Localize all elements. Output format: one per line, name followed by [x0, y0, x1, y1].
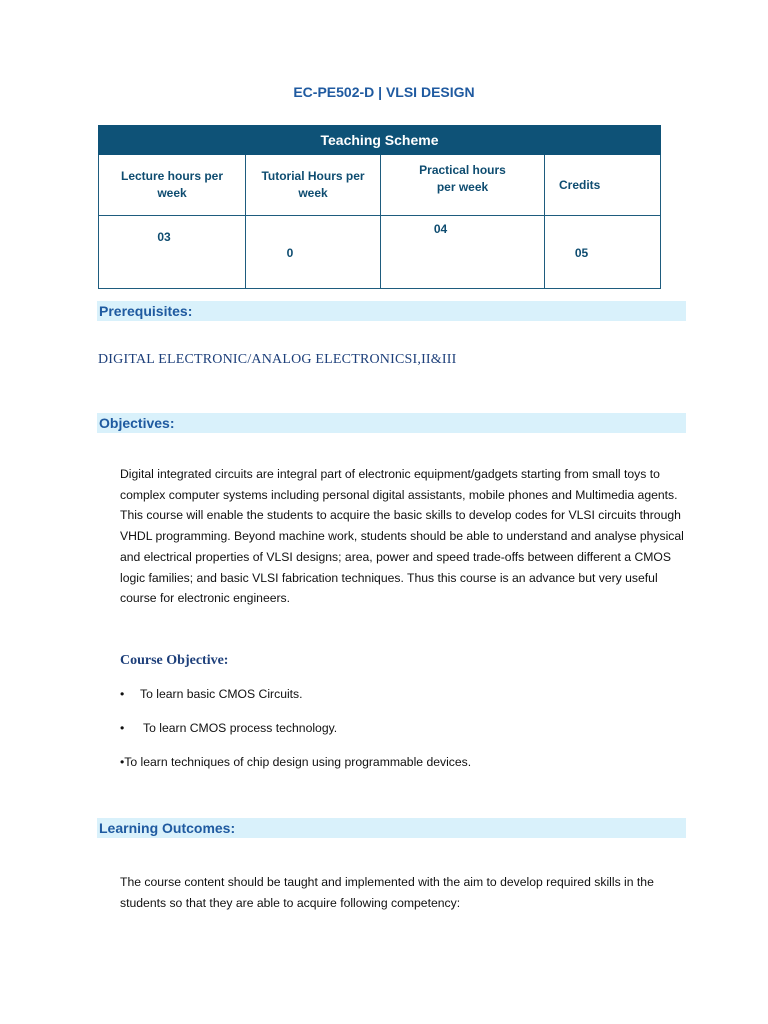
course-objective-item: • To learn basic CMOS Circuits.: [120, 687, 303, 701]
column-header-lecture-hours: Lecture hours per week: [99, 155, 246, 216]
objectives-line: This course will enable the students to acquire the basic skills to develop codes for VLSI circuits through: [120, 508, 681, 523]
course-objective-item: •To learn techniques of chip design using programmable devices.: [120, 755, 472, 769]
objectives-line: complex computer systems including personal digital assistants, mobile phones and Multimedia agents.: [120, 487, 678, 502]
learning-outcomes-paragraph: [120, 872, 725, 913]
bullet-icon: •: [120, 755, 125, 769]
objectives-paragraph: [120, 464, 725, 609]
objectives-line: VHDL programming. Beyond machine work, students should be able to understand and analyse physical: [120, 529, 684, 544]
value-credits: 05: [545, 216, 661, 289]
objectives-line: course for electronic engineers.: [120, 591, 291, 606]
course-objective-item: • To learn CMOS process technology.: [120, 721, 338, 735]
document-title: EC-PE502-D | VLSI DESIGN: [293, 84, 475, 100]
course-objective-heading: Course Objective:: [120, 653, 229, 668]
learning-outcomes-heading: Learning Outcomes:: [97, 818, 686, 838]
objectives-line: logic families; and basic VLSI fabrication techniques. Thus this course is an advance but very useful: [120, 570, 658, 585]
teaching-scheme-table: [98, 125, 661, 289]
value-lecture-hours: 03: [99, 216, 246, 289]
teaching-scheme-heading: Teaching Scheme: [99, 126, 661, 155]
objectives-line: and electrical properties of VLSI designs; area, power and speed trade-offs between different a CMOS: [120, 549, 672, 564]
column-header-credits: Credits: [545, 155, 661, 216]
column-header-tutorial-hours: Tutorial Hours per week: [246, 155, 381, 216]
prerequisites-text: DIGITAL ELECTRONIC/ANALOG ELECTRONICSI,II&III: [98, 352, 457, 367]
column-header-practical-hours: Practical hours per week: [381, 155, 545, 216]
prerequisites-heading: Prerequisites:: [97, 301, 686, 321]
value-tutorial-hours: 0: [246, 216, 381, 289]
learning-outcomes-line: The course content should be taught and implemented with the aim to develop required skills in the: [120, 875, 654, 889]
bullet-icon: •: [120, 687, 125, 701]
objectives-heading: Objectives:: [97, 413, 686, 433]
bullet-icon: •: [120, 721, 125, 735]
value-practical-hours: 04: [381, 216, 545, 289]
objectives-line: Digital integrated circuits are integral part of electronic equipment/gadgets starting from small toys to: [120, 467, 660, 481]
learning-outcomes-line: students so that they are able to acquire following competency:: [120, 895, 461, 910]
